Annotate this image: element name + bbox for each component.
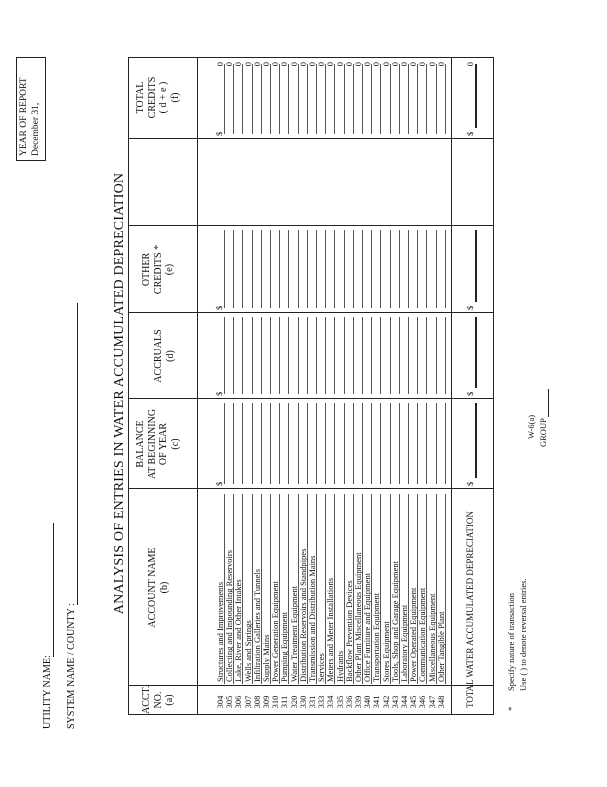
entry-line (325, 403, 326, 484)
entry-line (399, 317, 400, 394)
account-name: Lake, River and Other Intakes (233, 579, 244, 682)
entry-line (224, 403, 225, 484)
entry-line (279, 230, 280, 308)
system-name-label: SYSTEM NAME / COUNTY : (66, 603, 77, 729)
entry-line (436, 317, 437, 394)
col-head-a-line: NO. (152, 691, 164, 709)
entry-line (242, 317, 243, 394)
col-head-e-line: (e) (164, 263, 175, 276)
total-credits-value: 0 (334, 62, 345, 67)
entry-line (445, 317, 446, 394)
col-divider-a (129, 685, 493, 686)
page-id: W-6(a) (526, 414, 536, 439)
currency-symbol: $ (465, 305, 475, 310)
entry-line (298, 317, 299, 394)
entry-line (344, 64, 345, 134)
entry-line (270, 64, 271, 134)
total-line (475, 64, 477, 128)
entry-line (242, 230, 243, 308)
entry-line (408, 403, 409, 484)
entry-line (362, 403, 363, 484)
col-head-d-line: (d) (164, 350, 176, 362)
entry-line (344, 317, 345, 394)
entry-line (353, 403, 354, 484)
entry-line (233, 230, 234, 308)
entry-line (233, 64, 234, 134)
entry-line (307, 64, 308, 134)
account-name: Stores Equipment (380, 621, 391, 682)
col-head-c-line: (c) (169, 438, 181, 450)
entry-line (279, 403, 280, 484)
col-head-d-line: ACCRUALS (153, 329, 164, 383)
entry-line (288, 230, 289, 308)
entry-line (242, 64, 243, 134)
entry-line (316, 317, 317, 394)
entry-line (261, 403, 262, 484)
total-row-label: TOTAL WATER ACCUMULATED DEPRECIATION (465, 511, 475, 708)
entry-line (380, 230, 381, 308)
col-head-c (135, 399, 181, 489)
col-head-b (147, 489, 170, 686)
acct-number: 346 (417, 695, 428, 709)
entry-line (362, 64, 363, 134)
header-divider (197, 58, 198, 714)
account-name: Water Treatment Equipment (288, 585, 299, 682)
total-credits-value: 0 (343, 62, 354, 67)
col-head-d (153, 313, 176, 399)
total-credits-value: 0 (242, 62, 253, 67)
entry-line (371, 403, 372, 484)
col-head-e-line: OTHER (141, 252, 152, 287)
entry-line (426, 317, 427, 394)
account-name: Collecting and Impounding Reservoirs (224, 550, 235, 682)
currency-symbol: $ (214, 391, 224, 396)
entry-line (408, 317, 409, 394)
depreciation-table (128, 57, 494, 715)
entry-line (362, 317, 363, 394)
col-head-f-line: TOTAL (135, 81, 146, 114)
year-of-report-label: YEAR OF REPORT (19, 77, 29, 156)
acct-number: 330 (297, 695, 308, 709)
acct-number: 342 (380, 695, 391, 709)
entry-line (233, 403, 234, 484)
entry-line (436, 403, 437, 484)
entry-line (417, 403, 418, 484)
account-name: Laboratory Equipment (399, 604, 409, 682)
entry-line (380, 403, 381, 484)
entry-line (390, 403, 391, 484)
entry-line (224, 230, 225, 308)
total-credits-value: 0 (371, 62, 382, 67)
currency-symbol: $ (465, 481, 475, 486)
total-credits-value: 0 (307, 62, 317, 67)
entry-line (436, 64, 437, 134)
acct-number: 320 (288, 695, 299, 709)
col-head-a-line: (a) (164, 694, 175, 706)
utility-name-line (53, 523, 54, 657)
acct-number: 340 (362, 695, 373, 709)
account-name: Infiltration Galleries and Tunnels (251, 568, 262, 682)
acct-number: 308 (251, 695, 262, 709)
account-name: Other Plant Miscellaneous Equipment (353, 552, 363, 682)
entry-line (307, 403, 308, 484)
total-credits-value: 0 (233, 62, 244, 67)
currency-symbol: $ (214, 481, 224, 486)
total-credits-value: 0 (435, 62, 446, 67)
year-of-report-value: December 31, (31, 102, 41, 156)
acct-number: 345 (408, 695, 419, 709)
entry-line (344, 403, 345, 484)
entry-line (261, 317, 262, 394)
entry-line (390, 230, 391, 308)
page-title: ANALYSIS OF ENTRIES IN WATER ACCUMULATED DEPRECIATION (112, 172, 127, 615)
entry-line (445, 230, 446, 308)
total-credits-value: 0 (279, 62, 290, 67)
account-name: Meters and Meter Installations (325, 577, 336, 682)
col-head-a-line: ACCT. (141, 685, 152, 714)
entry-line (288, 64, 289, 134)
entry-line (371, 230, 372, 308)
currency-symbol: $ (214, 305, 224, 310)
entry-line (417, 64, 418, 134)
entry-line (417, 317, 418, 394)
entry-line (436, 230, 437, 308)
total-line (475, 317, 477, 388)
entry-line (252, 317, 253, 394)
entry-line (334, 317, 335, 394)
account-name: Distribution Reservoirs and Standpipes (297, 548, 308, 682)
utility-name-label: UTILITY NAME: (42, 655, 53, 729)
entry-line (325, 64, 326, 134)
col-divider-c (129, 398, 493, 399)
acct-number: 347 (426, 695, 437, 709)
acct-number: 341 (371, 695, 382, 709)
total-credits-value: 0 (215, 62, 225, 67)
total-line (475, 230, 477, 302)
entry-line (224, 317, 225, 394)
total-divider (451, 58, 452, 714)
group-label: GROUP (538, 418, 548, 447)
entry-line (399, 64, 400, 134)
total-credits-value: 0 (261, 62, 271, 67)
entry-line (279, 317, 280, 394)
entry-line (380, 64, 381, 134)
footnote-star: * (506, 706, 516, 711)
entry-line (270, 403, 271, 484)
entry-line (288, 403, 289, 484)
footnote-line2: Use ( ) to denote reversal entries. (518, 578, 528, 691)
total-credits-value: 0 (399, 62, 409, 67)
footnote-line1: Specify nature of transaction (506, 593, 516, 691)
entry-line (298, 403, 299, 484)
account-name: Structures and Improvements (215, 581, 225, 682)
acct-number: 307 (242, 695, 253, 709)
entry-line (270, 317, 271, 394)
col-head-e (141, 226, 176, 313)
entry-line (371, 317, 372, 394)
col-head-f-line: (f) (169, 92, 181, 103)
entry-line (298, 230, 299, 308)
acct-number: 348 (435, 695, 446, 709)
total-credits-value: 0 (362, 62, 373, 67)
total-credits-value: 0 (251, 62, 262, 67)
total-credits-value: 0 (417, 62, 428, 67)
entry-line (325, 317, 326, 394)
entry-line (334, 64, 335, 134)
entry-line (445, 64, 446, 134)
account-name: Pumping Equipment (279, 611, 290, 682)
entry-line (316, 230, 317, 308)
col-head-c-line: OF YEAR (158, 422, 169, 466)
col-divider-e (129, 225, 493, 226)
entry-line (325, 230, 326, 308)
col-head-f-line: CREDITS (146, 76, 158, 119)
entry-line (279, 64, 280, 134)
account-name: Miscellaneous Equipment (426, 593, 437, 682)
acct-number: 331 (307, 695, 317, 709)
entry-line (270, 230, 271, 308)
account-name: Power Generation Equipment (270, 580, 281, 682)
entry-line (307, 230, 308, 308)
currency-symbol: $ (214, 131, 224, 136)
acct-number: 305 (224, 695, 235, 709)
account-name: Services (316, 653, 327, 682)
entry-line (380, 317, 381, 394)
entry-line (353, 64, 354, 134)
acct-number: 306 (233, 695, 244, 709)
entry-line (445, 403, 446, 484)
entry-line (417, 230, 418, 308)
acct-number: 339 (353, 695, 363, 709)
total-line (475, 403, 477, 478)
entry-line (252, 64, 253, 134)
entry-line (426, 230, 427, 308)
total-credits-value: 0 (316, 62, 327, 67)
entry-line (399, 403, 400, 484)
col-head-f-line: ( d + e ) (158, 81, 169, 114)
total-credits-value: 0 (325, 62, 336, 67)
col-head-f (135, 56, 181, 139)
account-name: Transmission and Distribution Mains (307, 555, 317, 682)
entry-line (353, 317, 354, 394)
total-credits-value: 0 (380, 62, 391, 67)
entry-line (233, 317, 234, 394)
entry-line (371, 64, 372, 134)
system-name-line (77, 303, 78, 605)
entry-line (261, 230, 262, 308)
col-head-e-line: CREDITS * (152, 244, 164, 295)
total-credits-value: 0 (288, 62, 299, 67)
col-head-b-line: (b) (158, 581, 170, 594)
entry-line (334, 230, 335, 308)
entry-line (390, 64, 391, 134)
acct-number: 304 (215, 695, 225, 709)
col-divider-f (129, 138, 493, 139)
entry-line (353, 230, 354, 308)
account-name: Communication Equipment (417, 587, 428, 682)
acct-number: 335 (334, 695, 345, 709)
account-name: Tools, Shop and Garage Equipment (389, 561, 400, 682)
acct-number: 310 (270, 695, 281, 709)
account-name: Transportation Equipment (371, 592, 382, 682)
entry-line (399, 230, 400, 308)
entry-line (224, 64, 225, 134)
col-divider-d (129, 312, 493, 313)
acct-number: 333 (316, 695, 327, 709)
entry-line (261, 64, 262, 134)
entry-line (252, 230, 253, 308)
entry-line (288, 317, 289, 394)
currency-symbol: $ (465, 391, 475, 396)
col-head-c-line: BALANCE (135, 420, 146, 468)
entry-line (426, 403, 427, 484)
entry-line (307, 317, 308, 394)
acct-number: 311 (279, 695, 290, 709)
acct-number: 309 (261, 695, 271, 709)
acct-number: 334 (325, 695, 336, 709)
entry-line (334, 403, 335, 484)
account-name: Other Tangible Plant (435, 611, 446, 682)
entry-line (408, 64, 409, 134)
account-name: Office Furniture and Equipment (362, 572, 373, 682)
col-head-b-line: ACCOUNT NAME (147, 547, 158, 628)
total-credits-value: 0 (224, 62, 235, 67)
account-name: Power Operated Equipment (408, 587, 419, 682)
total-credits-value: 0 (353, 62, 363, 67)
total-credits-value: 0 (389, 62, 400, 67)
entry-line (408, 230, 409, 308)
col-head-a (141, 686, 176, 714)
entry-line (298, 64, 299, 134)
name-line (445, 494, 446, 684)
account-name: Backflow Prevention Devices (343, 580, 354, 682)
entry-line (344, 230, 345, 308)
entry-line (242, 403, 243, 484)
account-name: Wells and Springs (242, 620, 253, 682)
entry-line (252, 403, 253, 484)
entry-line (426, 64, 427, 134)
entry-line (316, 403, 317, 484)
col-head-c-line: AT BEGINNING (146, 408, 158, 480)
group-line (548, 389, 549, 417)
acct-number: 344 (399, 695, 409, 709)
entry-line (390, 317, 391, 394)
year-of-report-box (16, 57, 46, 161)
col-divider-b (129, 488, 493, 489)
account-name: Hydrants (334, 650, 345, 682)
total-credits-value: 0 (297, 62, 308, 67)
entry-line (362, 230, 363, 308)
total-credits-value: 0 (426, 62, 437, 67)
total-row-value: 0 (465, 62, 475, 67)
entry-line (316, 64, 317, 134)
total-credits-value: 0 (408, 62, 419, 67)
acct-number: 336 (343, 695, 354, 709)
total-credits-value: 0 (270, 62, 281, 67)
account-name: Supply Mains (261, 634, 271, 682)
currency-symbol: $ (465, 131, 475, 136)
acct-number: 343 (389, 695, 400, 709)
